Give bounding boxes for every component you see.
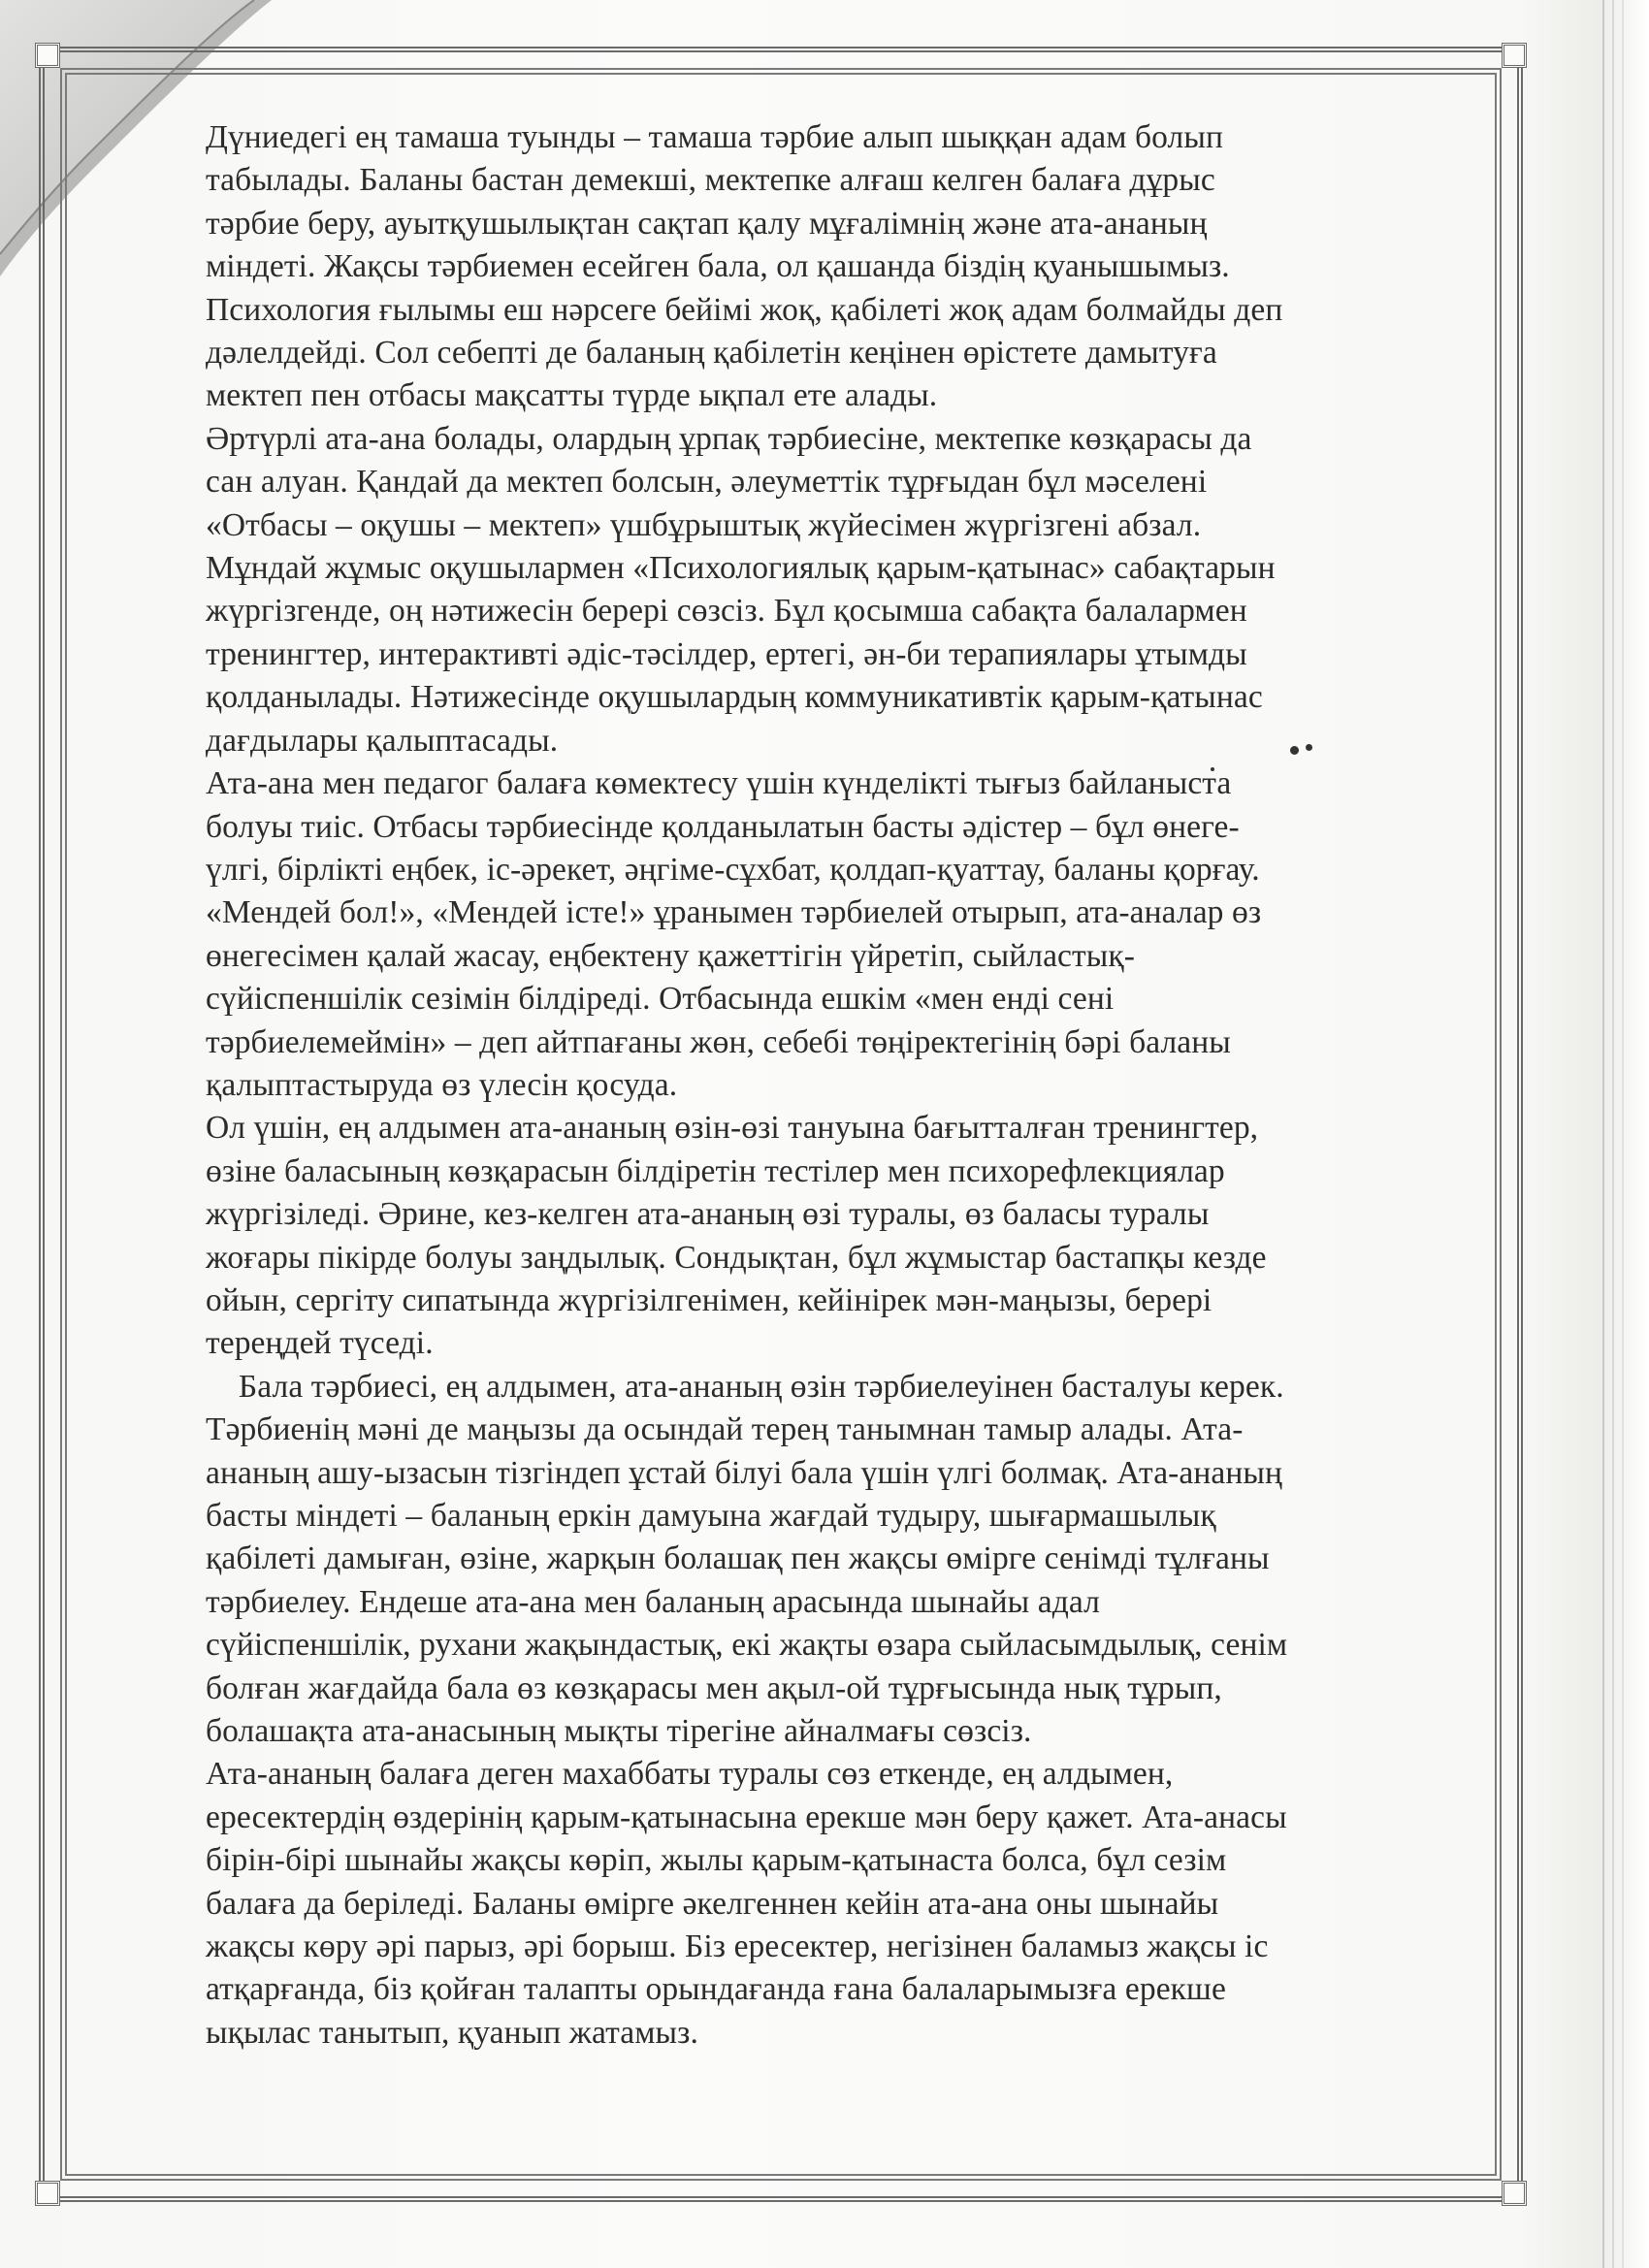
text-line: Бала тәрбиесі, ең алдымен, ата-ананың өзін тәрбиелеуінен басталуы керек. <box>206 1368 1284 1405</box>
text-line: қалыптастыруда өз үлесін қосуда. <box>206 1066 678 1103</box>
text-line: ықылас танытып, қуанып жатамыз. <box>206 2014 698 2051</box>
text-line: Мұндай жұмыс оқушылармен «Психологиялық қарым-қатынас» сабақтарын <box>206 550 1276 587</box>
text-line: сүйіспеншілік, рухани жақындастық, екі жақты өзара сыйласымдылық, сенім <box>206 1627 1288 1664</box>
text-line: дағдылары қалыптасады. <box>206 722 559 759</box>
text-line: балаға да беріледі. Баланы өмірге әкелгеннен кейін ата-ана оны шынайы <box>206 1885 1219 1922</box>
text-line: «Отбасы – оқушы – мектеп» үшбұрыштық жүйесімен жүргізгені абзал. <box>206 506 1202 543</box>
text-line: Ата-ананың балаға деген махаббаты туралы сөз еткенде, ең алдымен, <box>206 1756 1174 1793</box>
text-line: «Мендей бол!», «Мендей істе!» ұранымен тәрбиелей отырып, ата-аналар өз <box>206 894 1262 931</box>
frame-corner <box>35 2181 60 2206</box>
text-line: өзіне баласының көзқарасын білдіретін тестілер мен психорефлекциялар <box>206 1152 1225 1189</box>
body-text <box>206 116 1467 2055</box>
page-edge-line <box>1602 0 1604 2268</box>
text-line: бірін-бірі шынайы жақсы көріп, жылы қарым-қатынаста болса, бұл сезім <box>206 1842 1227 1879</box>
text-line: болашақта ата-анасының мықты тірегіне айналмағы сөзсіз. <box>206 1713 1032 1750</box>
text-line: қабілеті дамыған, өзіне, жарқын болашақ пен жақсы өмірге сенімді тұлғаны <box>206 1540 1270 1577</box>
page-edge-line <box>1612 0 1614 2268</box>
text-line: міндеті. Жақсы тәрбиемен есейген бала, ол қашанда біздің қуанышымыз. <box>206 248 1230 285</box>
text-line: болуы тиіс. Отбасы тәрбиесінде қолданылатын басты әдістер – бұл өнеге- <box>206 808 1240 845</box>
page-edge-line <box>1622 0 1624 2268</box>
text-line: тәрбиелемеймін» – деп айтпағаны жөн, себебі төңіректегінің бәрі баланы <box>206 1023 1231 1060</box>
text-line: тереңдей түседі. <box>206 1325 434 1362</box>
text-line: басты міндеті – баланың еркін дамуына жағдай тудыру, шығармашылық <box>206 1498 1216 1534</box>
text-line: жүргізгенде, оң нәтижесін берері сөзсіз. Бұл қосымша сабақта балалармен <box>206 593 1247 630</box>
frame-corner <box>35 43 60 68</box>
text-line: сүйіспеншілік сезімін білдіреді. Отбасында ешкім «мен енді сені <box>206 981 1115 1018</box>
text-line: тәрбиелеу. Ендеше ата-ана мен баланың арасында шынайы адал <box>206 1583 1100 1620</box>
text-line: жоғары пікірде болуы заңдылық. Сондықтан, бұл жұмыстар бастапқы кезде <box>206 1239 1267 1276</box>
text-line: тренингтер, интерактивті әдіс-тәсілдер, ертегі, ән-би терапиялары ұтымды <box>206 635 1247 672</box>
text-line: өнегесімен қалай жасау, еңбектену қажеттігін үйретіп, сыйластық- <box>206 937 1136 974</box>
text-line: үлгі, бірлікті еңбек, іс-әрекет, әңгіме-сұхбат, қолдап-қуаттау, баланы қорғау. <box>206 851 1260 888</box>
text-line: мектеп пен отбасы мақсатты түрде ықпал ете алады. <box>206 377 938 414</box>
text-line: ересектердің өздерінің қарым-қатынасына ерекше мән беру қажет. Ата-анасы <box>206 1798 1287 1835</box>
text-line: жүргізіледі. Әрине, кез-келген ата-ананың өзі туралы, өз баласы туралы <box>206 1196 1210 1233</box>
text-line: Дүниедегі ең тамаша туынды – тамаша тәрбие алып шыққан адам болып <box>206 119 1223 155</box>
text-line: сан алуан. Қандай да мектеп болсын, әлеуметтік тұрғыдан бұл мәселені <box>206 464 1208 501</box>
text-line: ойын, сергіту сипатында жүргізілгенімен, кейінірек мән-маңызы, берері <box>206 1281 1212 1318</box>
text-line: болған жағдайда бала өз көзқарасы мен ақыл-ой тұрғысында нық тұрып, <box>206 1669 1222 1706</box>
text-line: тәрбие беру, ауытқушылықтан сақтап қалу мұғалімнің және ата-ананың <box>206 205 1208 242</box>
text-line: Ата-ана мен педагог балаға көмектесу үшін күнделікті тығыз байланыста <box>206 765 1232 802</box>
text-line: Тәрбиенің мәні де маңызы да осындай терең танымнан тамыр алады. Ата- <box>206 1411 1244 1448</box>
frame-corner <box>1502 2181 1527 2206</box>
text-line: ананың ашу-ызасын тізгіндеп ұстай білуі бала үшін үлгі болмақ. Ата-ананың <box>206 1454 1283 1491</box>
text-line: жақсы көру әрі парыз, әрі борыш. Біз ересектер, негізінен баламыз жақсы іс <box>206 1928 1269 1965</box>
text-line: Әртүрлі ата-ана болады, олардың ұрпақ тәрбиесіне, мектепке көзқарасы да <box>206 420 1252 457</box>
text-line: атқарғанда, біз қойған талапты орындағанда ғана балаларымызға ерекше <box>206 1971 1226 2008</box>
text-line: қолданылады. Нәтижесінде оқушылардың коммуникативтік қарым-қатынас <box>206 679 1263 716</box>
text-line: Психология ғылымы еш нәрсеге бейімі жоқ, қабілеті жоқ адам болмайды деп <box>206 291 1283 328</box>
frame-corner <box>1502 43 1527 68</box>
text-line: дәлелдейді. Сол себепті де баланың қабілетін кеңінен өрістете дамытуға <box>206 335 1217 372</box>
text-line: Ол үшін, ең алдымен ата-ананың өзін-өзі тануына бағытталған тренингтер, <box>206 1110 1259 1147</box>
text-line: табылады. Баланы бастан демекші, мектепке алғаш келген балаға дұрыс <box>206 162 1215 199</box>
